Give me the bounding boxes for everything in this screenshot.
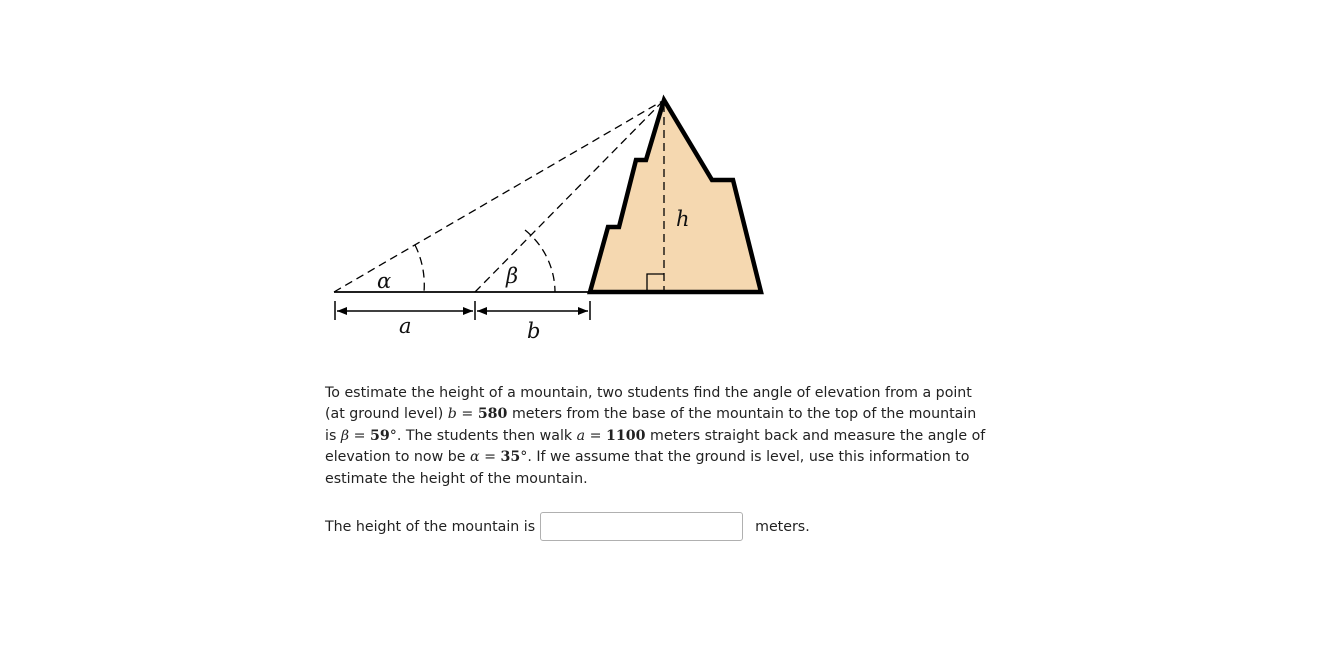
var-beta: β <box>340 427 350 444</box>
height-answer-input[interactable] <box>540 512 743 541</box>
problem-statement: To estimate the height of a mountain, two students find the angle of elevation from a point (at ground level) b = 580 meters from the base of the mountain to the top of the mountain is β = 59°. The students then walk a = 1100 meters straight back and measure the angle of elevation to now be α = 35°. If we assume that the ground is level, use this information to estimate the height of the mountain. <box>325 385 986 487</box>
answer-prefix: The height of the mountain is <box>325 518 536 535</box>
equals-alpha: = <box>484 449 496 466</box>
var-a: a <box>576 427 586 444</box>
answer-unit: meters. <box>755 518 810 535</box>
equals-beta: = <box>353 427 366 444</box>
label-alpha: α <box>377 269 392 293</box>
answer-line <box>325 511 810 542</box>
value-beta: 59 <box>369 427 390 444</box>
var-alpha: α <box>469 449 480 466</box>
degree-alpha: ° <box>520 449 528 466</box>
arrowhead-b-left <box>477 307 487 315</box>
degree-beta: ° <box>389 427 397 444</box>
label-b: b <box>527 319 541 343</box>
equals-b: = <box>461 406 474 423</box>
label-a: a <box>399 314 412 338</box>
label-beta: β <box>506 264 519 288</box>
value-alpha: 35 <box>500 449 521 466</box>
value-b: 580 <box>477 406 508 423</box>
angle-arc-beta <box>525 230 555 292</box>
arrowhead-b-right <box>578 307 588 315</box>
var-b: b <box>447 406 457 423</box>
arrowhead-a-left <box>337 307 347 315</box>
value-a: 1100 <box>606 427 646 444</box>
label-h: h <box>676 207 690 231</box>
arrowhead-a-right <box>463 307 473 315</box>
angle-arc-alpha <box>415 245 424 292</box>
equals-a: = <box>589 427 602 444</box>
